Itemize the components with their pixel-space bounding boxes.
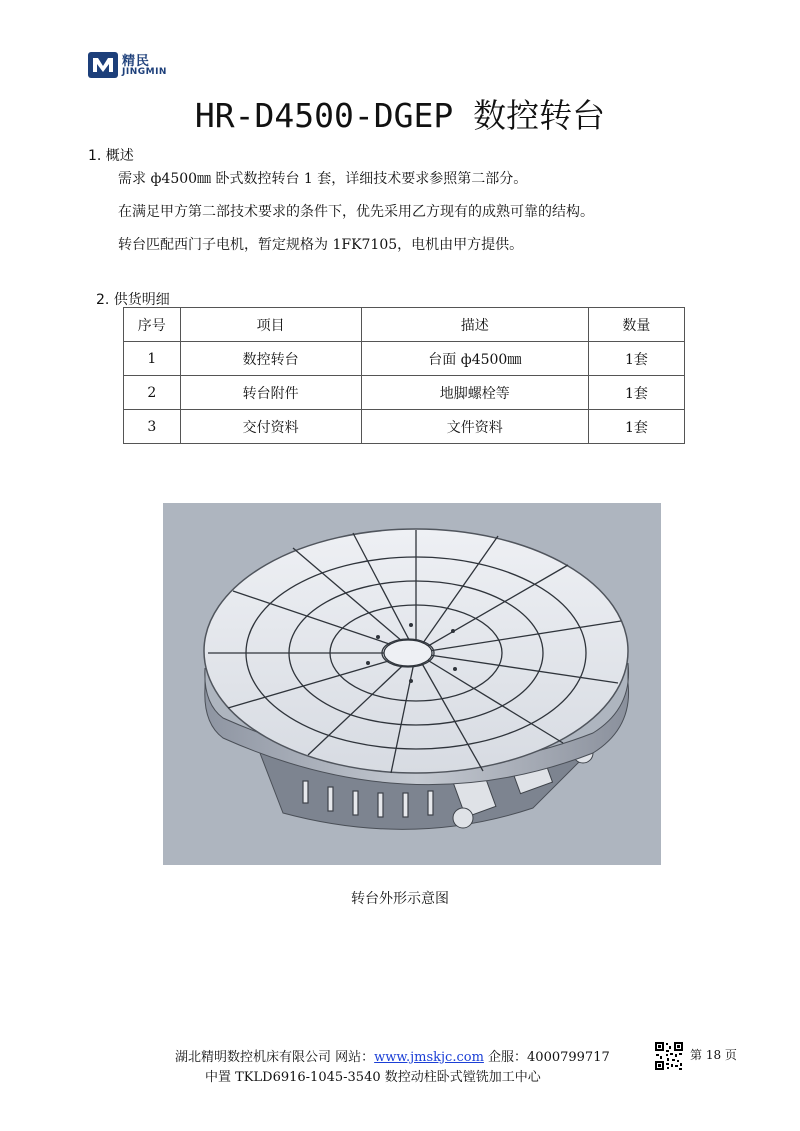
section-heading-overview: 1. 概述 [88, 148, 134, 164]
table-cell: 台面 ф4500㎜ [361, 342, 588, 376]
figure-caption: 转台外形示意图 [351, 891, 449, 907]
table-cell: 地脚螺栓等 [361, 376, 588, 410]
table-cell: 2 [124, 376, 181, 410]
table-cell: 数控转台 [180, 342, 361, 376]
table-row [124, 376, 685, 410]
table-cell: 1 [124, 342, 181, 376]
table-cell: 1套 [588, 410, 684, 444]
section-heading-supply: 2. 供货明细 [96, 292, 170, 308]
logo-text-cn: 精民 [122, 54, 151, 69]
table-cell: 3 [124, 410, 181, 444]
table-cell: 交付资料 [180, 410, 361, 444]
page-number: 第 18 页 [690, 1048, 737, 1062]
overview-paragraph: 需求 ф4500㎜ 卧式数控转台 1 套，详细技术要求参照第二部分。 [118, 171, 528, 187]
column-header: 数量 [588, 308, 684, 342]
rotary-table-illustration [163, 503, 661, 865]
qr-code-icon [654, 1041, 684, 1071]
column-header: 描述 [361, 308, 588, 342]
rotary-table-figure [163, 503, 661, 865]
page-title: HR-D4500-DGEP 数控转台 [194, 96, 606, 135]
website-link[interactable]: www.jmskjc.com [374, 1050, 484, 1065]
column-header: 序号 [124, 308, 181, 342]
overview-paragraph: 转台匹配西门子电机，暂定规格为 1FK7105，电机由甲方提供。 [118, 237, 524, 253]
footer-service: 企服：4000799717 [483, 1050, 610, 1065]
table-cell: 文件资料 [361, 410, 588, 444]
table-row [124, 410, 685, 444]
jingmin-logo-icon [88, 52, 118, 78]
table-cell: 1套 [588, 342, 684, 376]
company-logo [88, 50, 188, 82]
table-header-row [124, 308, 685, 342]
footer-line-1 [175, 1046, 610, 1065]
table-cell: 1套 [588, 376, 684, 410]
overview-paragraph: 在满足甲方第二部技术要求的条件下，优先采用乙方现有的成熟可靠的结构。 [118, 204, 594, 220]
table-cell: 转台附件 [180, 376, 361, 410]
table-row [124, 342, 685, 376]
supply-table [123, 307, 685, 444]
logo-text-en: JINGMIN [122, 67, 167, 77]
column-header: 项目 [180, 308, 361, 342]
footer-line-2: 中置 TKLD6916-1045-3540 数控动柱卧式镗铣加工中心 [205, 1070, 541, 1085]
footer-company: 湖北精明数控机床有限公司 网站： [175, 1050, 375, 1065]
